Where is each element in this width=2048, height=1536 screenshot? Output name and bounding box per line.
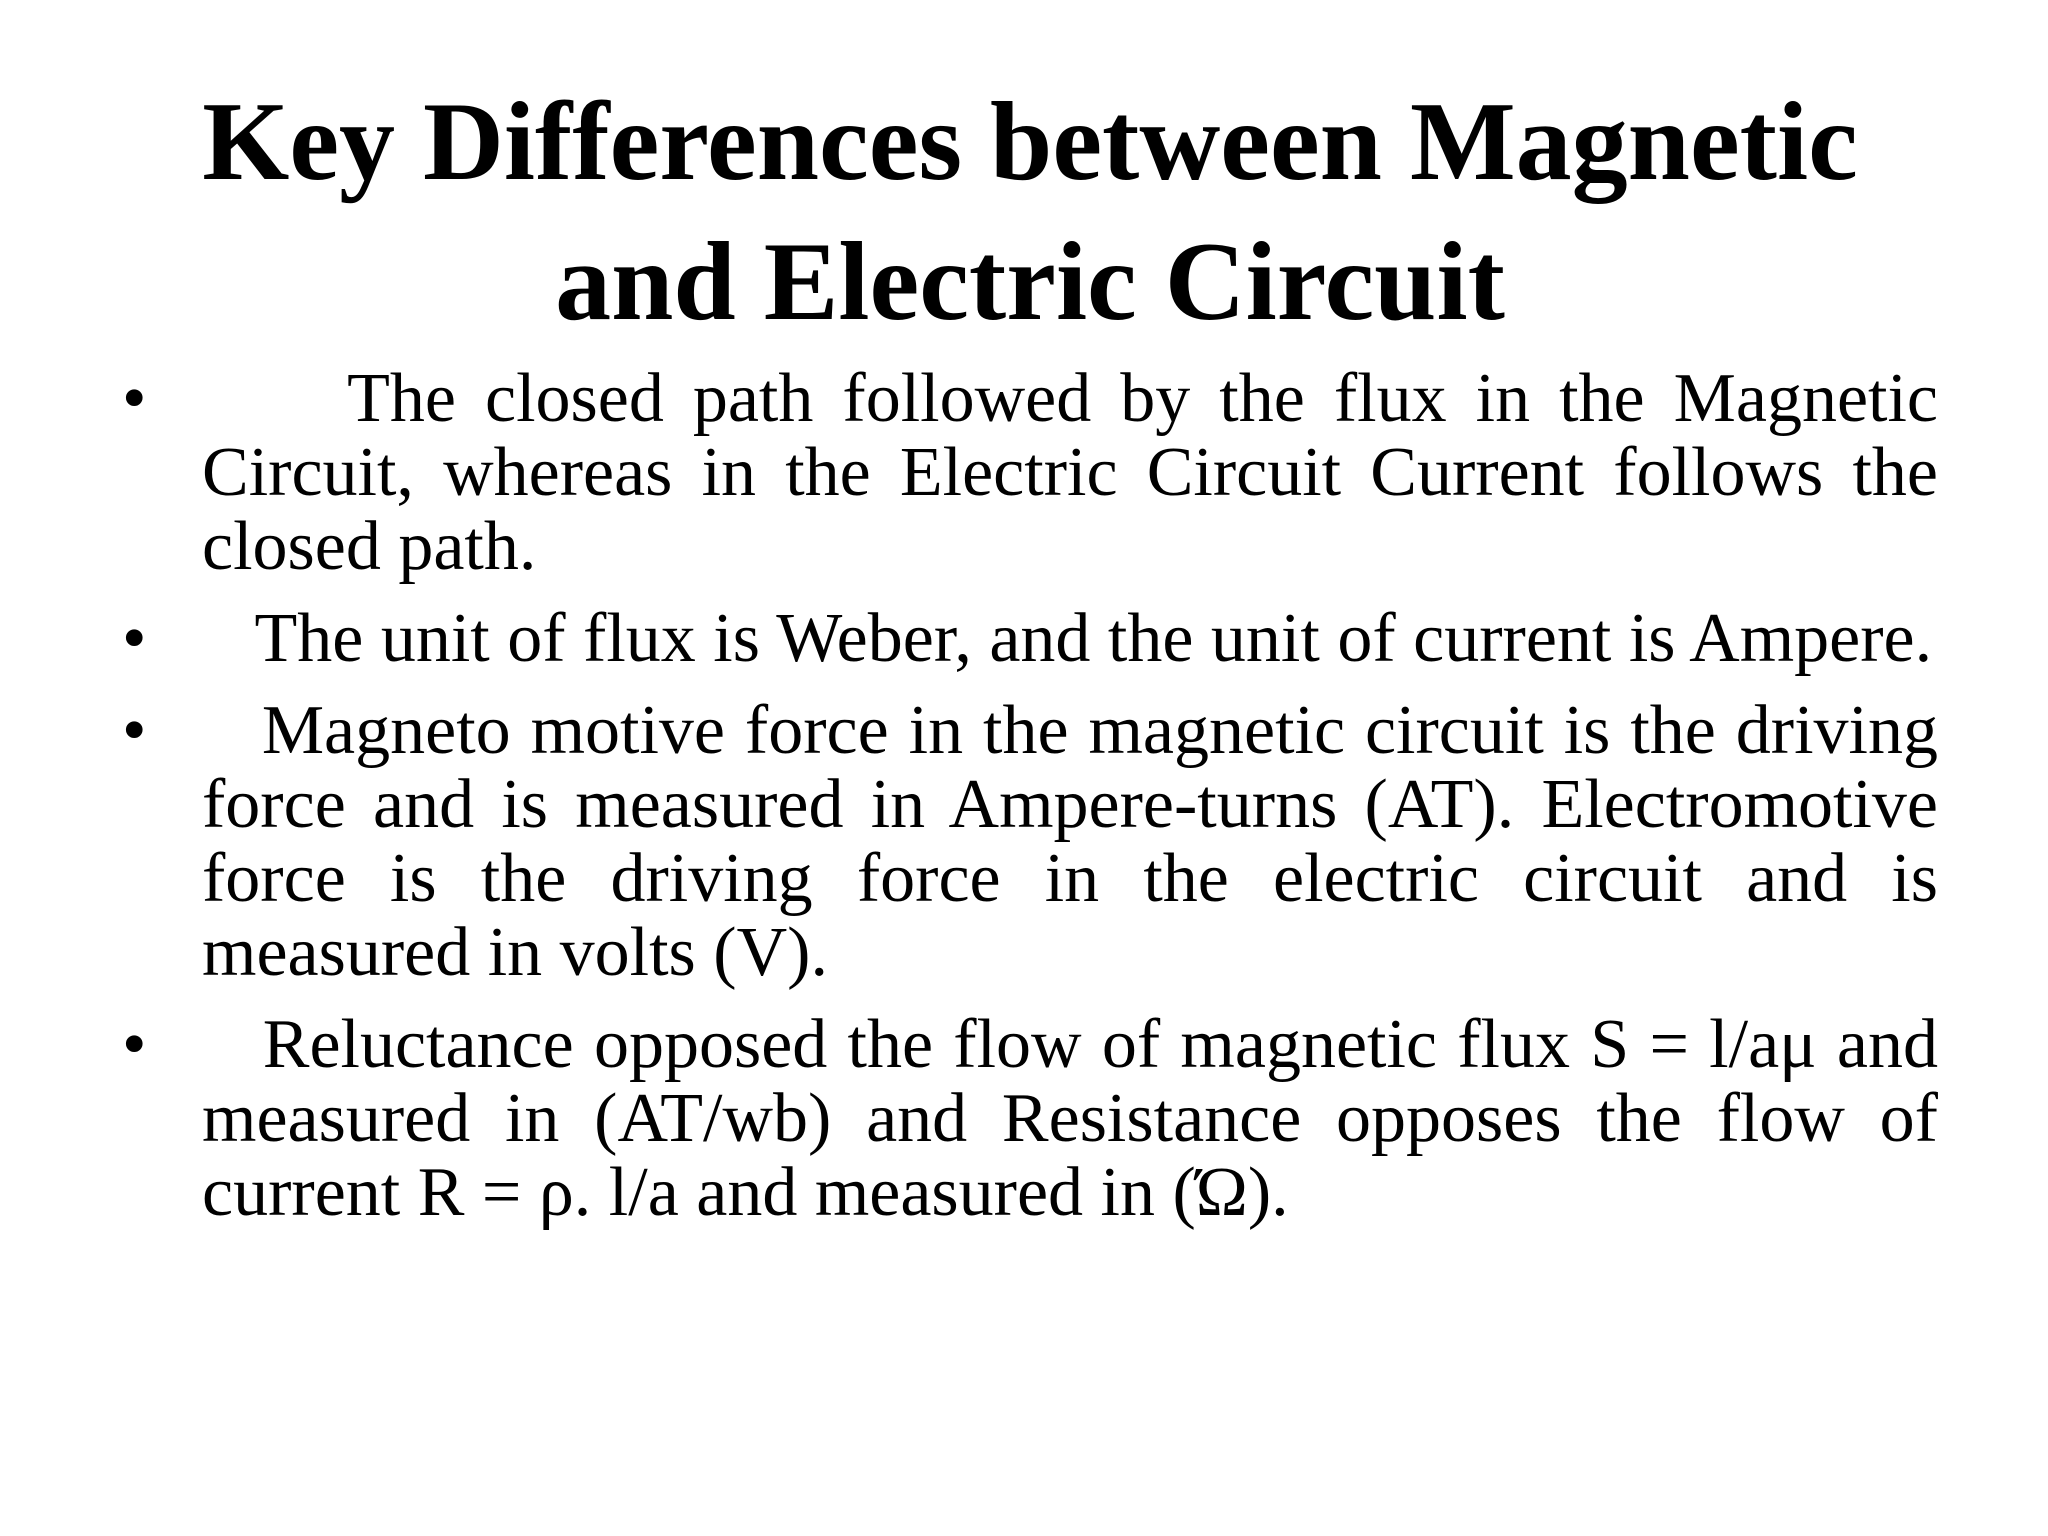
bullet-dot-icon: • <box>122 360 147 437</box>
slide-title <box>120 72 1940 352</box>
bullet-dot-icon: • <box>122 692 147 769</box>
bullet-text: Magneto motive force in the magnetic circuit is the driving force and is measured in Ampere-turns (AT). Electromotive force is the driving force in the electric circuit and is measured in volts (V). <box>202 692 1938 991</box>
bullet-item-units <box>0 602 2048 676</box>
title-line-2: and Electric Circuit <box>555 220 1505 344</box>
bullet-item-reluctance-resistance <box>0 1008 2048 1230</box>
bullet-text: Reluctance opposed the flow of magnetic flux S = l/aμ and measured in (AT/wb) and Resistance opposes the flow of current R = ρ. l/a and measured in (Ώ). <box>202 1006 1938 1231</box>
bullet-text: The closed path followed by the flux in the Magnetic Circuit, whereas in the Electric Circuit Current follows the closed path. <box>202 360 1938 585</box>
bullet-text: The unit of flux is Weber, and the unit of current is Ampere. <box>202 600 1933 677</box>
bullet-dot-icon: • <box>122 600 147 677</box>
bullet-dot-icon: • <box>122 1006 147 1083</box>
bullet-item-flux-path <box>0 362 2048 584</box>
bullet-item-driving-force <box>0 694 2048 990</box>
title-line-1: Key Differences between Magnetic <box>202 80 1858 204</box>
bullet-list <box>0 362 2048 1248</box>
